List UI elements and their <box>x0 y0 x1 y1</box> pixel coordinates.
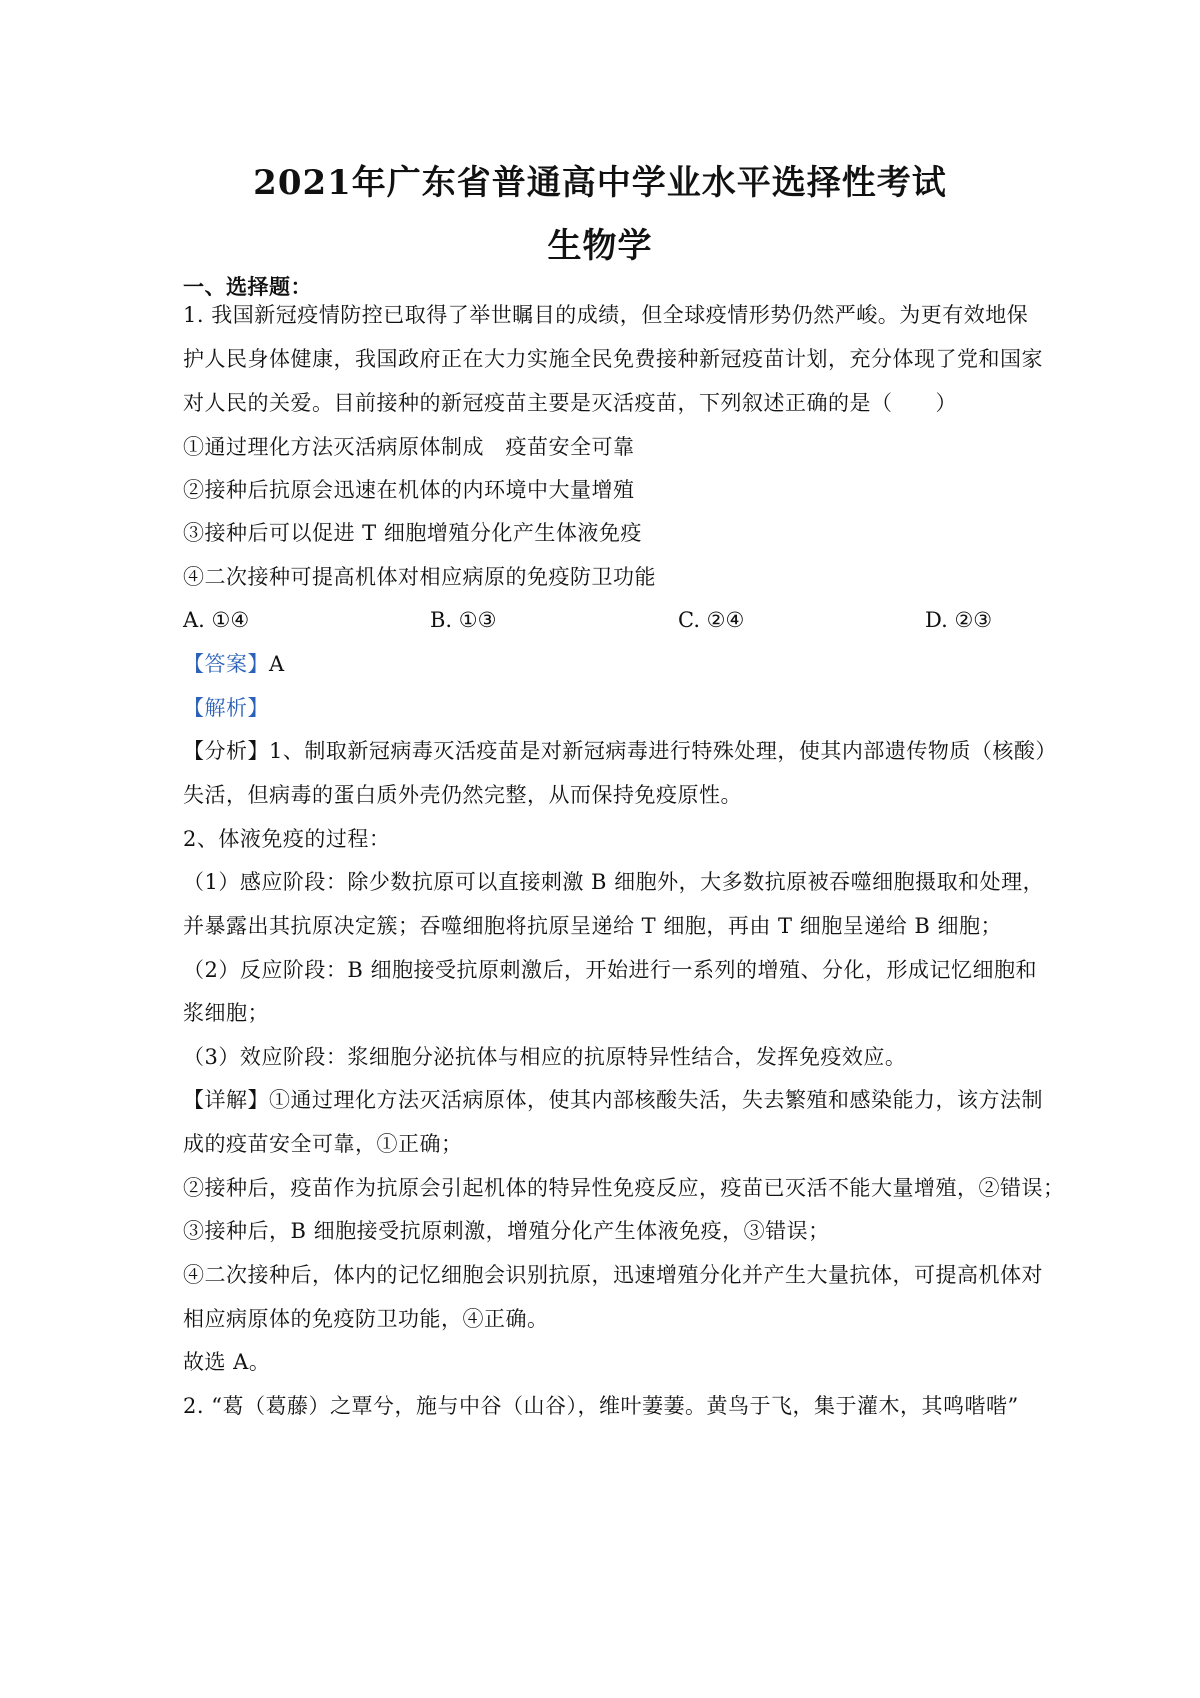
q1-statement: ③接种后可以促进 T 细胞增殖分化产生体液免疫 <box>183 521 642 545</box>
explanation-line: ③接种后，B 细胞接受抗原刺激，增殖分化产生体液免疫，③错误； <box>183 1219 830 1243</box>
explanation-line: 相应病原体的免疫防卫功能，④正确。 <box>183 1307 549 1331</box>
q1-statement: ①通过理化方法灭活病原体制成 疫苗安全可靠 <box>183 435 635 459</box>
explanation-line: 【详解】①通过理化方法灭活病原体，使其内部核酸失活，失去繁殖和感染能力，该方法制 <box>183 1088 1043 1112</box>
section-heading: 一、选择题： <box>183 274 312 299</box>
explanation-line: 2、体液免疫的过程： <box>183 827 391 851</box>
q1-option-b: B. ①③ <box>430 608 497 632</box>
explanation-line: （2）反应阶段：B 细胞接受抗原刺激后，开始进行一系列的增殖、分化，形成记忆细胞和 <box>183 958 1037 982</box>
q2-stem-line: 2. “葛（葛藤）之覃兮，施与中谷（山谷），维叶萋萋。黄鸟于飞，集于灌木，其鸣喈喈” <box>183 1394 1019 1418</box>
q1-stem-line: 对人民的关爱。目前接种的新冠疫苗主要是灭活疫苗，下列叙述正确的是（ ） <box>183 391 957 415</box>
explanation-line: 【分析】1、制取新冠病毒灭活疫苗是对新冠病毒进行特殊处理，使其内部遗传物质（核酸） <box>183 739 1057 763</box>
analysis-label: 【解析】 <box>183 696 269 720</box>
explanation-line: 失活，但病毒的蛋白质外壳仍然完整，从而保持免疫原性。 <box>183 783 742 807</box>
explanation-line: 成的疫苗安全可靠，①正确； <box>183 1132 463 1156</box>
subject-title: 生物学 <box>547 226 653 266</box>
explanation-line: （3）效应阶段：浆细胞分泌抗体与相应的抗原特异性结合，发挥免疫效应。 <box>183 1045 907 1069</box>
q1-option-c: C. ②④ <box>678 608 745 632</box>
q1-option-d: D. ②③ <box>925 608 993 632</box>
q1-stem-line: 护人民身体健康，我国政府正在大力实施全民免费接种新冠疫苗计划，充分体现了党和国家 <box>183 347 1043 371</box>
explanation-line: 浆细胞； <box>183 1001 269 1025</box>
q1-option-a: A. ①④ <box>183 608 250 632</box>
explanation-line: 故选 A。 <box>183 1350 271 1374</box>
explanation-line: ②接种后，疫苗作为抗原会引起机体的特异性免疫反应，疫苗已灭活不能大量增殖，②错误； <box>183 1176 1065 1200</box>
q1-stem-line: 1. 我国新冠疫情防控已取得了举世瞩目的成绩，但全球疫情形势仍然严峻。为更有效地保 <box>183 303 1029 327</box>
explanation-line: （1）感应阶段：除少数抗原可以直接刺激 B 细胞外，大多数抗原被吞噬细胞摄取和处理， <box>183 870 1045 894</box>
q1-statement: ②接种后抗原会迅速在机体的内环境中大量增殖 <box>183 478 635 502</box>
q1-answer <box>183 649 1063 679</box>
answer-label: 【答案】 <box>183 652 269 676</box>
answer-value: A <box>269 652 285 676</box>
explanation-line: ④二次接种后，体内的记忆细胞会识别抗原，迅速增殖分化并产生大量抗体，可提高机体对 <box>183 1263 1043 1287</box>
explanation-line: 并暴露出其抗原决定簇；吞噬细胞将抗原呈递给 T 细胞，再由 T 细胞呈递给 B 细胞； <box>183 914 1002 938</box>
q1-statement: ④二次接种可提高机体对相应病原的免疫防卫功能 <box>183 565 656 589</box>
exam-title: 2021年广东省普通高中学业水平选择性考试 <box>253 163 947 203</box>
